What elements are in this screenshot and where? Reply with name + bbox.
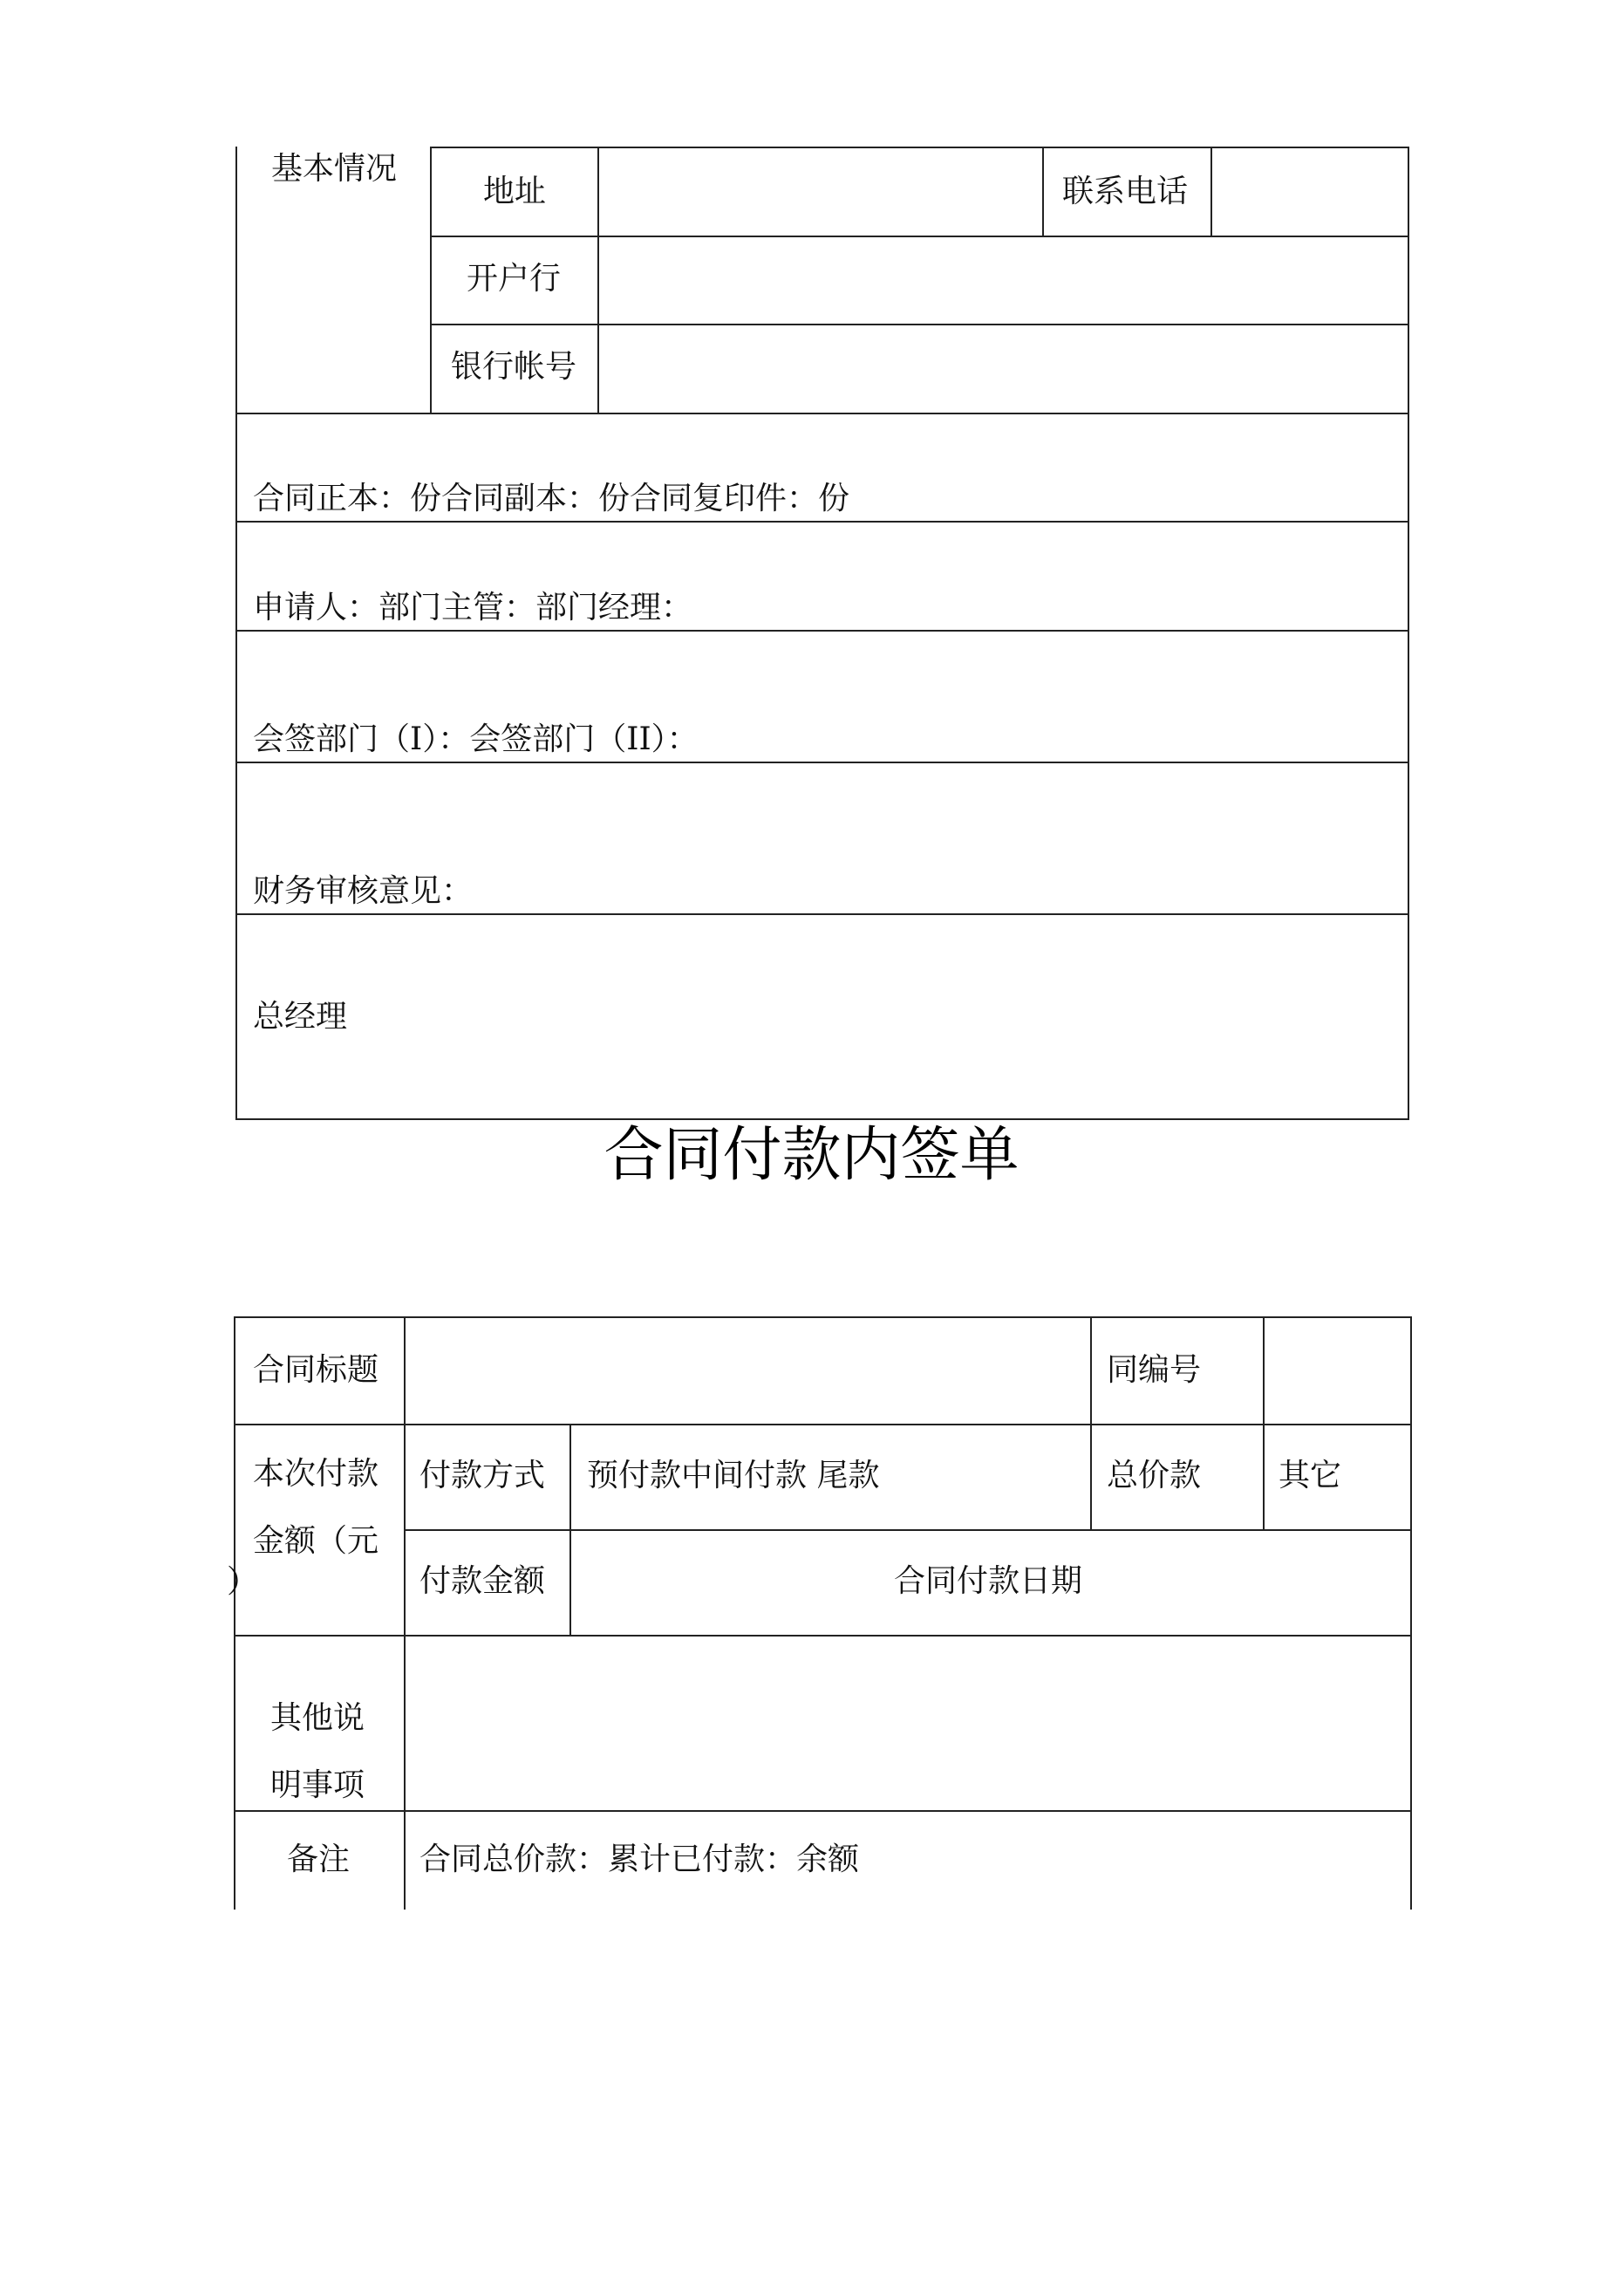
upper-form-line	[235, 521, 1409, 523]
bank-label: 开户行	[467, 261, 562, 297]
payment-form-line	[234, 1810, 1412, 1812]
remark-value: 合同总价款：累计已付款：余额	[419, 1842, 860, 1877]
payment-amount-label-line3: ）	[227, 1564, 259, 1600]
payment-form-line	[234, 1424, 1412, 1425]
phone-label: 联系电话	[1062, 174, 1189, 209]
payment-form-line	[569, 1424, 571, 1635]
contract-title-label: 合同标题	[253, 1352, 379, 1388]
remark-label: 备注	[287, 1842, 351, 1877]
payment-form-border-right	[1410, 1316, 1412, 1910]
other-label: 其它	[1279, 1458, 1342, 1493]
payment-amount-label-line2: 金额（元	[253, 1523, 379, 1559]
notes-label-line1: 其他说	[270, 1700, 365, 1736]
page-title: 合同付款内签单	[604, 1121, 1019, 1190]
payment-form-line	[1263, 1316, 1265, 1529]
account-label: 银行帐号	[451, 349, 577, 385]
payment-form-border-left	[234, 1316, 235, 1910]
upper-form-border-right	[1408, 147, 1409, 1118]
contract-number-label: 同编号	[1107, 1352, 1202, 1388]
payment-form-line	[404, 1529, 1412, 1531]
upper-form-line	[430, 236, 1409, 237]
copies-row: 合同正本：份合同副本：份合同复印件：份	[253, 481, 850, 516]
upper-form-border-left	[235, 147, 237, 1118]
payment-form-line	[404, 1316, 406, 1910]
upper-form-line	[430, 147, 432, 413]
upper-form-line	[430, 324, 1409, 325]
upper-form-border-bottom	[235, 1118, 1409, 1120]
applicant-row: 申请人：部门主管：部门经理：	[253, 590, 693, 625]
cosign-row: 会签部门（I）：会签部门（II）：	[253, 721, 699, 757]
upper-form-line	[235, 913, 1409, 915]
upper-form-border-top	[430, 147, 1409, 148]
pay-amount-label: 付款金额	[419, 1563, 546, 1599]
address-label: 地址	[483, 174, 547, 209]
basic-info-label: 基本情况	[271, 151, 398, 187]
payment-form-line	[234, 1635, 1412, 1637]
upper-form-line	[235, 762, 1409, 763]
upper-form-line	[1042, 147, 1044, 236]
pay-date-label: 合同付款日期	[894, 1563, 1083, 1599]
upper-form-line	[235, 630, 1409, 632]
payment-method-options: 预付款中间付款 尾款	[587, 1458, 880, 1493]
payment-form-line	[1090, 1316, 1092, 1529]
payment-method-label: 付款方式	[419, 1458, 546, 1493]
upper-form-line	[235, 413, 1409, 414]
payment-form-border-top	[234, 1316, 1412, 1318]
finance-row: 财务审核意见：	[253, 873, 474, 909]
notes-label-line2: 明事项	[270, 1767, 365, 1803]
general-manager-row: 总经理	[253, 999, 348, 1035]
payment-amount-label-line1: 本次付款	[253, 1456, 379, 1492]
total-price-label: 总价款	[1107, 1458, 1202, 1493]
upper-form-line	[1210, 147, 1212, 236]
upper-form-line	[597, 147, 599, 413]
